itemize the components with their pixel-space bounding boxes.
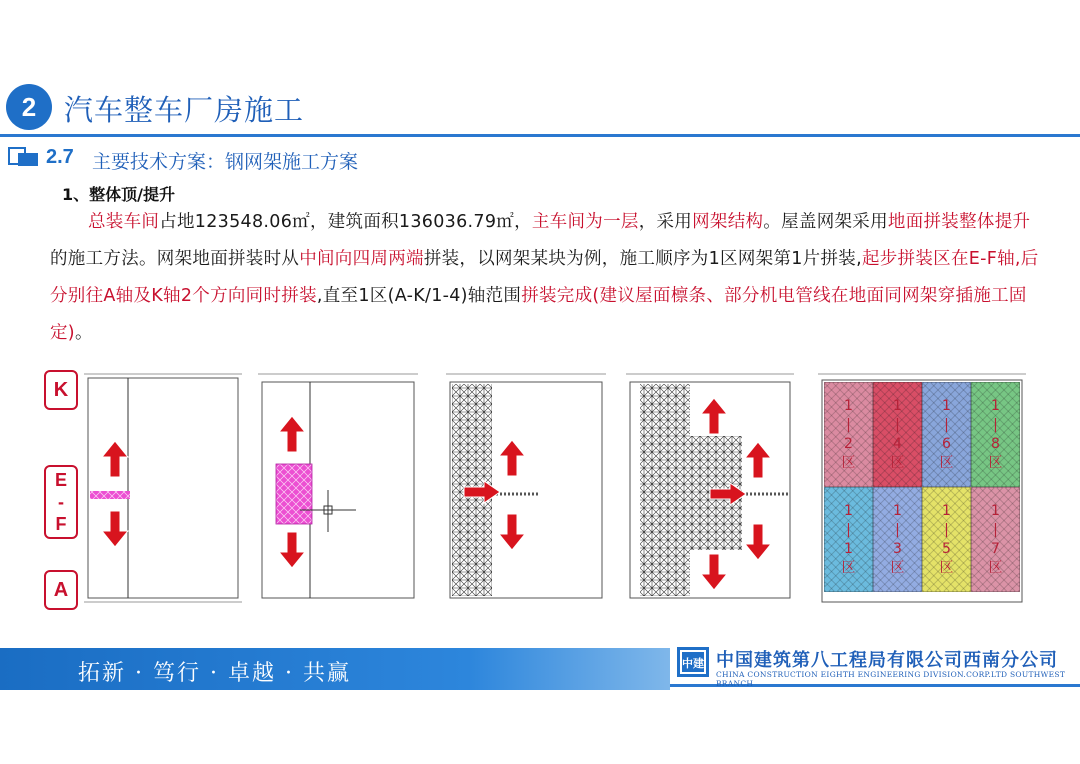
zone-label-top: 1 bbox=[942, 502, 951, 519]
paragraph-segment: ，采用 bbox=[638, 212, 693, 232]
zone-label-top: 1 bbox=[991, 502, 1000, 519]
axis-label-a: A bbox=[44, 570, 78, 610]
zone-label-bottom: 区 bbox=[841, 454, 856, 471]
zone-label-num: 5 bbox=[942, 540, 951, 557]
axis-label-e-f-line: F bbox=[55, 514, 67, 534]
paragraph-segment: 拼装完成(建议屋面檩条、部分机电管线在地面同网架穿插施工固定) bbox=[50, 286, 1027, 343]
zone-label-mid: | bbox=[944, 416, 949, 433]
zone-label-mid: | bbox=[895, 521, 900, 538]
zone-label-num: 6 bbox=[942, 435, 951, 452]
zone-label-top: 1 bbox=[893, 397, 902, 414]
paragraph-segment: ,直至1区(A-K/1-4)轴范围 bbox=[316, 286, 522, 306]
paragraph-segment: 占地123548.06㎡，建筑面积136036.79㎡， bbox=[159, 212, 532, 232]
zone-cell bbox=[824, 487, 873, 592]
zone-grid bbox=[824, 382, 1020, 592]
axis-label-e-f-line: - bbox=[58, 492, 64, 512]
zone-label-num: 2 bbox=[844, 435, 853, 452]
page-title: 汽车整车厂房施工 bbox=[64, 93, 305, 127]
description-paragraph bbox=[50, 204, 1040, 352]
zone-label-num: 8 bbox=[991, 435, 1000, 452]
zone-label-mid: | bbox=[993, 521, 998, 538]
zone-label-bottom: 区 bbox=[890, 559, 905, 576]
zone-cell bbox=[824, 382, 873, 487]
diagram-step-1 bbox=[84, 374, 242, 602]
zone-label-bottom: 区 bbox=[988, 559, 1003, 576]
zone-label-bottom: 区 bbox=[988, 454, 1003, 471]
zone-label-num: 7 bbox=[991, 540, 1000, 557]
section-title: 主要技术方案：钢网架施工方案 bbox=[92, 151, 359, 173]
zone-label-top: 1 bbox=[942, 397, 951, 414]
paragraph-segment: 网架结构 bbox=[692, 212, 764, 232]
paragraph-segment: 起步拼装区在E-F轴,后分别往A轴及K轴2个方向同时拼装 bbox=[50, 249, 1039, 306]
zone-label-mid: | bbox=[846, 416, 851, 433]
zone-label-mid: | bbox=[895, 416, 900, 433]
company-name-en: CHINA CONSTRUCTION EIGHTH ENGINEERING DIVISION.CORP.LTD SOUTHWEST BRANCH bbox=[716, 670, 1066, 688]
paragraph-segment: 的施工方法。网架地面拼装时从 bbox=[50, 249, 300, 269]
subheading: 1、整体顶/提升 bbox=[62, 185, 175, 204]
zone-cell bbox=[873, 382, 922, 487]
axis-label-k: K bbox=[44, 370, 78, 410]
zone-label-top: 1 bbox=[844, 397, 853, 414]
footer-slogan: 拓新 · 笃行 · 卓越 · 共赢 bbox=[78, 661, 351, 686]
paragraph-segment: 中间向四周两端 bbox=[299, 249, 424, 269]
zone-label-num: 1 bbox=[844, 540, 853, 557]
zone-label-bottom: 区 bbox=[890, 454, 905, 471]
paragraph-segment: 主车间为一层 bbox=[531, 212, 639, 232]
diagram-step-4 bbox=[626, 374, 794, 598]
zone-label-bottom: 区 bbox=[841, 559, 856, 576]
zone-label-top: 1 bbox=[844, 502, 853, 519]
section-square-icon bbox=[8, 146, 40, 168]
header-divider bbox=[0, 134, 1080, 137]
axis-label-e-f-line: E bbox=[54, 470, 67, 490]
zone-cell bbox=[971, 487, 1020, 592]
zone-label-mid: | bbox=[993, 416, 998, 433]
zone-label-num: 3 bbox=[893, 540, 902, 557]
section-number-badge: 2 bbox=[6, 84, 52, 130]
paragraph-segment: 拼装，以网架某块为例，施工顺序为1区网架第1片拼装, bbox=[423, 249, 862, 269]
zone-label-mid: | bbox=[944, 521, 949, 538]
company-logo-text: 中建 bbox=[682, 657, 704, 670]
paragraph-segment: 。屋盖网架采用 bbox=[763, 212, 888, 232]
zone-cell bbox=[873, 487, 922, 592]
diagram-step-3 bbox=[446, 374, 606, 598]
zone-label-mid: | bbox=[846, 521, 851, 538]
diagram-step-2 bbox=[258, 374, 418, 598]
zone-label-num: 4 bbox=[893, 435, 902, 452]
zone-label-bottom: 区 bbox=[939, 559, 954, 576]
zone-cell bbox=[922, 382, 971, 487]
company-logo-icon bbox=[676, 646, 710, 678]
zone-cell bbox=[922, 487, 971, 592]
paragraph-segment: 地面拼装整体提升 bbox=[887, 212, 1031, 232]
paragraph-segment: 。 bbox=[74, 323, 93, 343]
section-number: 2.7 bbox=[46, 146, 74, 168]
zone-label-top: 1 bbox=[991, 397, 1000, 414]
zone-label-top: 1 bbox=[893, 502, 902, 519]
paragraph-segment: 总装车间 bbox=[88, 212, 160, 232]
zone-cell bbox=[971, 382, 1020, 487]
company-name-cn: 中国建筑第八工程局有限公司西南分公司 bbox=[716, 650, 1058, 671]
zone-label-bottom: 区 bbox=[939, 454, 954, 471]
